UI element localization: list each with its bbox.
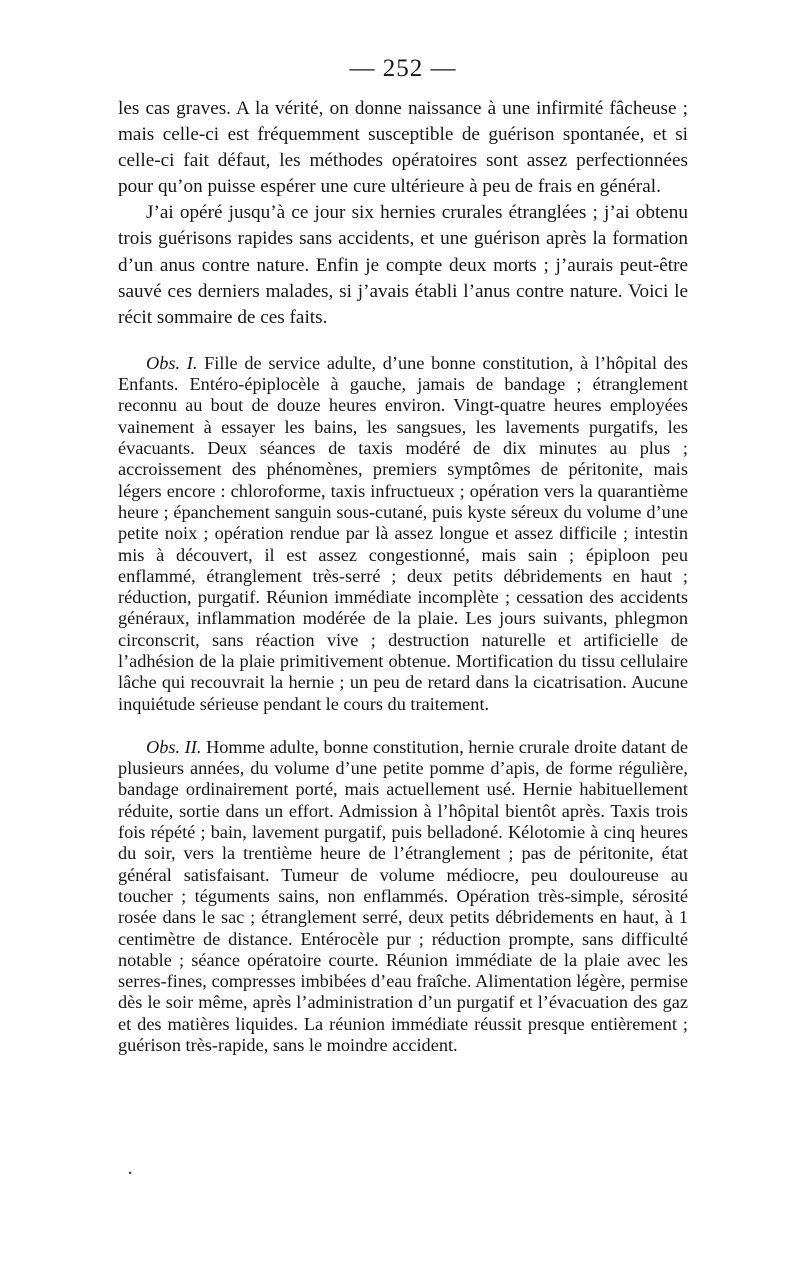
observation-2 bbox=[118, 737, 688, 1056]
intro-paragraph-1: les cas graves. A la vérité, on donne naissance à une infirmité fâcheuse ; mais celle-ci est fréquemment susceptible de guérison spontanée, et si celle-ci fait défaut, les méthodes opératoires sont assez perfectionnées pour qu’on puisse espérer une cure ultérieure à peu de frais en général. bbox=[118, 98, 688, 198]
observation-2-text: Homme adulte, bonne constitution, hernie crurale droite datant de plusieurs années, du volume d’une petite pomme d’apis, de forme régulière, bandage ordinairement porté, mais actuellement usé. Hernie habituellement réduite, sortie dans un effort. Admission à l’hôpital bientôt après. Taxis trois fois répété ; bain, lavement purgatif, puis belladoné. Kélotomie à cinq heures du soir, vers la trentième heure de l’étranglement ; pas de péritonite, état général satisfaisant. Tumeur de volume médiocre, peu douloureuse au toucher ; téguments sains, non enflammés. Opération très-simple, sérosité rosée dans le sac ; étranglement serré, deux petits débridements en haut, à 1 centimètre de distance. Entérocèle pur ; réduction prompte, sans difficulté notable ; séance opératoire courte. Réunion immédiate de la plaie avec les serres-fines, compresses imbibées d’eau fraîche. Alimentation légère, permise dès le soir même, après l’administration d’un purgatif et l’évacuation des gaz et des matières liquides. La réunion immédiate réussit presque entièrement ; guérison très-rapide, sans le moindre accident. bbox=[118, 736, 689, 1056]
observation-1-paragraph bbox=[118, 353, 688, 715]
observation-2-label: Obs. II. bbox=[146, 736, 202, 757]
observation-1-text: Fille de service adulte, d’une bonne constitution, à l’hôpital des Enfants. Entéro-épiplocèle à gauche, jamais de bandage ; étranglement reconnu au bout de douze heures environ. Vingt-quatre heures employées vainement à essayer les bains, les sangsues, les lavements purgatifs, les évacuants. Deux séances de taxis modéré de dix minutes au plus ; accroissement des phénomènes, premiers symptômes de péritonite, mais légers encore : chloroforme, taxis infructueux ; opération vers la quarantième heure ; épanchement sanguin sous-cutané, puis kyste séreux du volume d’une petite noix ; opération rendue par là assez longue et assez difficile ; intestin mis à découvert, il est assez congestionné, mais sain ; épiploon peu enflammé, étranglement très-serré ; deux petits débridements en haut ; réduction, purgatif. Réunion immédiate incomplète ; cessation des accidents généraux, inflammation modérée de la plaie. Les jours suivants, phlegmon circonscrit, sans réaction vive ; destruction naturelle et artificielle de l’adhésion de la plaie primitivement obtenue. Mortification du tissu cellulaire lâche qui recouvrait la hernie ; un peu de retard dans la cicatrisation. Aucune inquiétude sérieuse pendant le cours du traitement. bbox=[118, 352, 688, 714]
observation-2-paragraph bbox=[118, 737, 688, 1056]
ink-speck: • bbox=[128, 1166, 133, 1180]
intro-paragraph-2: J’ai opéré jusqu’à ce jour six hernies crurales étranglées ; j’ai obtenu trois guérisons rapides sans accidents, et une guérison après la formation d’un anus contre nature. Enfin je compte deux morts ; j’aurais peut-être sauvé ces derniers malades, si j’avais établi l’anus contre nature. Voici le récit sommaire de ces faits. bbox=[118, 202, 688, 328]
page-number: — 252 — bbox=[349, 55, 457, 82]
intro-section bbox=[118, 96, 688, 331]
observation-1 bbox=[118, 353, 688, 715]
observation-1-label: Obs. I. bbox=[146, 352, 198, 373]
book-page bbox=[118, 52, 688, 1056]
